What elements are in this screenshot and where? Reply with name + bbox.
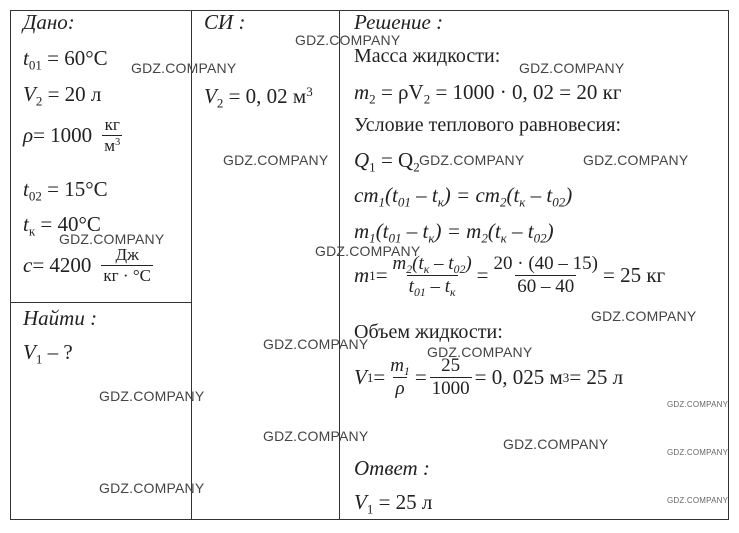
watermark: GDZ.COMPANY [427, 344, 533, 360]
watermark: GDZ.COMPANY [99, 480, 205, 496]
find-v1: $V_1$ – ? [23, 340, 73, 367]
given-find-divider [10, 302, 192, 303]
header-given: Дано: [23, 10, 75, 34]
si-v2: $V_2 = 0$, 02 $м^3$ [204, 83, 313, 111]
watermark: GDZ.COMPANY [667, 496, 729, 505]
watermark: GDZ.COMPANY [99, 388, 205, 404]
watermark: GDZ.COMPANY [503, 436, 609, 452]
mass-ratio-equation: $m_1(t_{01} - t_к) = m_2(t_к - t_{02})$ [354, 219, 554, 246]
given-rho: ρ = 1000 $\frac{кг}{м^3}$ [23, 115, 121, 155]
watermark: GDZ.COMPANY [591, 308, 697, 324]
column-divider-left [191, 10, 192, 520]
m1-equation: m 1 = $\frac{m_2(t_к - t_{02})}{t_{01} - t_к}$ = $\frac{20 \cdot (40 - 15)}{60 - 40}$ = 25 кг [354, 253, 666, 299]
given-tk: $t_к = 40^\circ C$ [23, 212, 101, 239]
watermark: GDZ.COMPANY [667, 448, 729, 457]
watermark: GDZ.COMPANY [315, 243, 421, 259]
watermark: GDZ.COMPANY [223, 152, 329, 168]
given-t01: $t_{01} = 60^\circ C$ [23, 46, 108, 73]
watermark: GDZ.COMPANY [295, 32, 401, 48]
heat-equation: $cm_1(t_{01} - t_к) = cm_2(t_к - t_{02})$ [354, 183, 573, 210]
watermark: GDZ.COMPANY [263, 336, 369, 352]
watermark: GDZ.COMPANY [59, 231, 165, 247]
given-v2: $V_2 = 20$ л [23, 82, 102, 109]
volume-equation: V 1 = $\frac{m_1}{\rho}$ = $\frac{25}{1000}$ = 0, 025 м 3 = 25 л [354, 355, 624, 399]
watermark: GDZ.COMPANY [263, 428, 369, 444]
heat-balance-eq: $Q_1 = Q_2$ [354, 148, 420, 175]
balance-label: Условие теплового равновесия: [354, 114, 622, 136]
header-solution: Решение : [354, 10, 444, 34]
watermark: GDZ.COMPANY [131, 60, 237, 76]
given-t02: $t_{02} = 15^\circ C$ [23, 177, 108, 204]
watermark: GDZ.COMPANY [583, 152, 689, 168]
given-c: c = 4200 $\frac{Дж}{кг \cdot ^\circ C}$ [23, 245, 151, 285]
watermark: GDZ.COMPANY [519, 60, 625, 76]
watermark: GDZ.COMPANY [419, 152, 525, 168]
header-answer: Ответ : [354, 456, 430, 480]
header-si: СИ : [204, 10, 246, 34]
answer-v1: $V_1 = 25$ л [354, 490, 433, 517]
mass-label: Масса жидкости: [354, 45, 501, 67]
mass-equation: $m_2 = \rho V_2 = 1000 \cdot 0$, 02 = 20 кг [354, 80, 622, 107]
volume-label: Объем жидкости: [354, 321, 503, 343]
header-find: Найти : [23, 306, 98, 330]
watermark: GDZ.COMPANY [667, 400, 729, 409]
